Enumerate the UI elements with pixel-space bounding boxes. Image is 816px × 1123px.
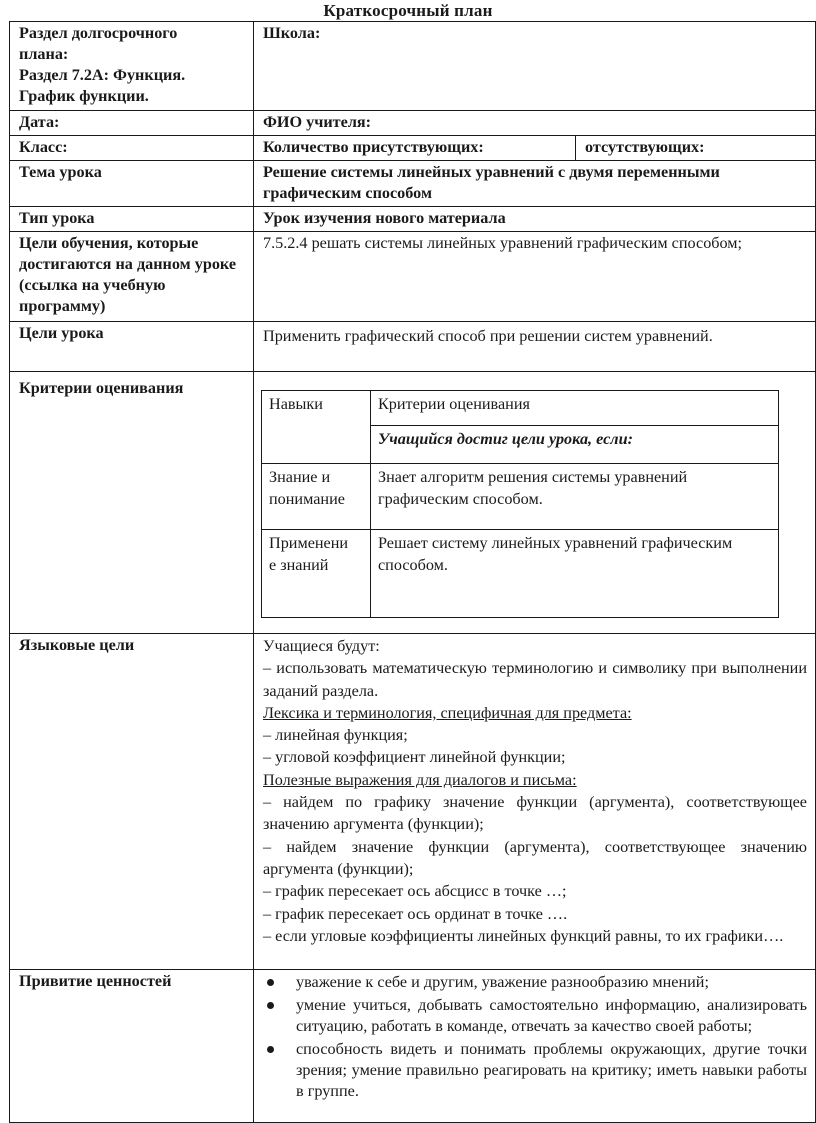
values-label: Привитие ценностей (10, 970, 254, 1123)
section-label-line3: Раздел 7.2А: Функция. (19, 66, 186, 84)
criteria-header-criteria: Критерии оценивания (371, 391, 779, 426)
phrase-item: – найдем значение функции (аргумента), соответствующее значению аргумента (функции); (263, 837, 807, 878)
criteria-skill-2 (262, 530, 371, 618)
vocab-item: – угловой коэффициент линейной функции; (263, 748, 566, 767)
phrase-item: – график пересекает ось ординат в точке …. (263, 904, 568, 923)
section-label-line4: График функции. (19, 87, 149, 105)
language-intro: Учащиеся будут: (263, 637, 380, 655)
section-label-line1: Раздел долгосрочного (19, 24, 178, 42)
criteria-criterion-2: Решает систему линейных уравнений графическим способом. (371, 530, 779, 618)
vocab-item: – линейная функция; (263, 726, 408, 745)
phrases-heading: Полезные выражения для диалогов и письма: (263, 770, 577, 789)
values-list (263, 972, 807, 1102)
row-date (10, 111, 816, 136)
topic-label: Тема урока (10, 161, 254, 207)
row-section (10, 22, 816, 111)
language-goals-label: Языковые цели (10, 634, 254, 970)
values-item-text: уважение к себе и другим, уважение разнообразию мнений; (296, 973, 709, 991)
absent-count-field: отсутствующих: (576, 136, 816, 161)
row-class (10, 136, 816, 161)
learning-goals-value: 7.5.2.4 решать системы линейных уравнений графическим способом; (254, 232, 816, 322)
language-goals-value (254, 634, 816, 970)
bullet-icon (267, 979, 274, 986)
school-field: Школа: (254, 22, 816, 111)
criteria-header-skills: Навыки (262, 391, 371, 464)
criteria-table (261, 390, 779, 618)
lesson-goals-label: Цели урока (10, 322, 254, 372)
row-values (10, 970, 816, 1123)
teacher-field: ФИО учителя: (254, 111, 816, 136)
bullet-icon (267, 1002, 274, 1009)
criteria-skill-1: Знание и понимание (262, 464, 371, 530)
lesson-type-label: Тип урока (10, 207, 254, 232)
criteria-skill-2-line2: е знаний (269, 556, 329, 574)
bullet-icon (267, 1046, 274, 1053)
values-value (254, 970, 816, 1123)
phrase-item: – график пересекает ось абсцисс в точке …; (263, 882, 567, 901)
phrase-item: – найдем по графику значение функции (аргумента), соответствующее значению аргумента (функции); (263, 793, 807, 834)
learning-goals-label: Цели обучения, которые достигаются на данном уроке (ссылка на учебную программу) (10, 232, 254, 322)
values-item-text: умение учиться, добывать самостоятельно информацию, анализировать ситуацию, работать в команде, отвечать за качество своей работы; (296, 996, 807, 1035)
criteria-row (262, 464, 779, 530)
values-item (263, 995, 807, 1037)
row-topic (10, 161, 816, 207)
vocab-heading: Лексика и терминология, специфичная для предмета: (263, 703, 632, 722)
section-label (10, 22, 254, 111)
row-criteria (10, 372, 816, 634)
row-lesson-goals (10, 322, 816, 372)
phrase-item: – если угловые коэффициенты линейных функций равны, то их графики…. (263, 926, 784, 945)
lesson-type-value: Урок изучения нового материала (254, 207, 816, 232)
criteria-row (262, 530, 779, 618)
lesson-plan-table (9, 21, 816, 1123)
language-line: – использовать математическую терминологию и символику при выполнении заданий раздела. (263, 659, 807, 700)
values-item (263, 972, 807, 993)
section-label-line2: плана: (19, 45, 69, 63)
present-count-field: Количество присутствующих: (254, 136, 576, 161)
criteria-skill-2-line1: Применени (269, 534, 349, 552)
criteria-criterion-1: Знает алгоритм решения системы уравнений графическим способом. (371, 464, 779, 530)
criteria-subheader: Учащийся достиг цели урока, если: (371, 426, 779, 464)
lesson-goals-value: Применить графический способ при решении систем уравнений. (254, 322, 816, 372)
class-label: Класс: (10, 136, 254, 161)
row-type (10, 207, 816, 232)
page-title: Краткосрочный план (323, 1, 493, 20)
topic-value: Решение системы линейных уравнений с двумя переменными графическим способом (254, 161, 816, 207)
values-item-text: способность видеть и понимать проблемы окружающих, другие точки зрения; умение правильно реагировать на критику; иметь навыки работы в группе. (296, 1040, 807, 1100)
row-language-goals (10, 634, 816, 970)
criteria-label: Критерии оценивания (10, 372, 254, 634)
values-item (263, 1039, 807, 1102)
row-learning-goals (10, 232, 816, 322)
date-label: Дата: (10, 111, 254, 136)
